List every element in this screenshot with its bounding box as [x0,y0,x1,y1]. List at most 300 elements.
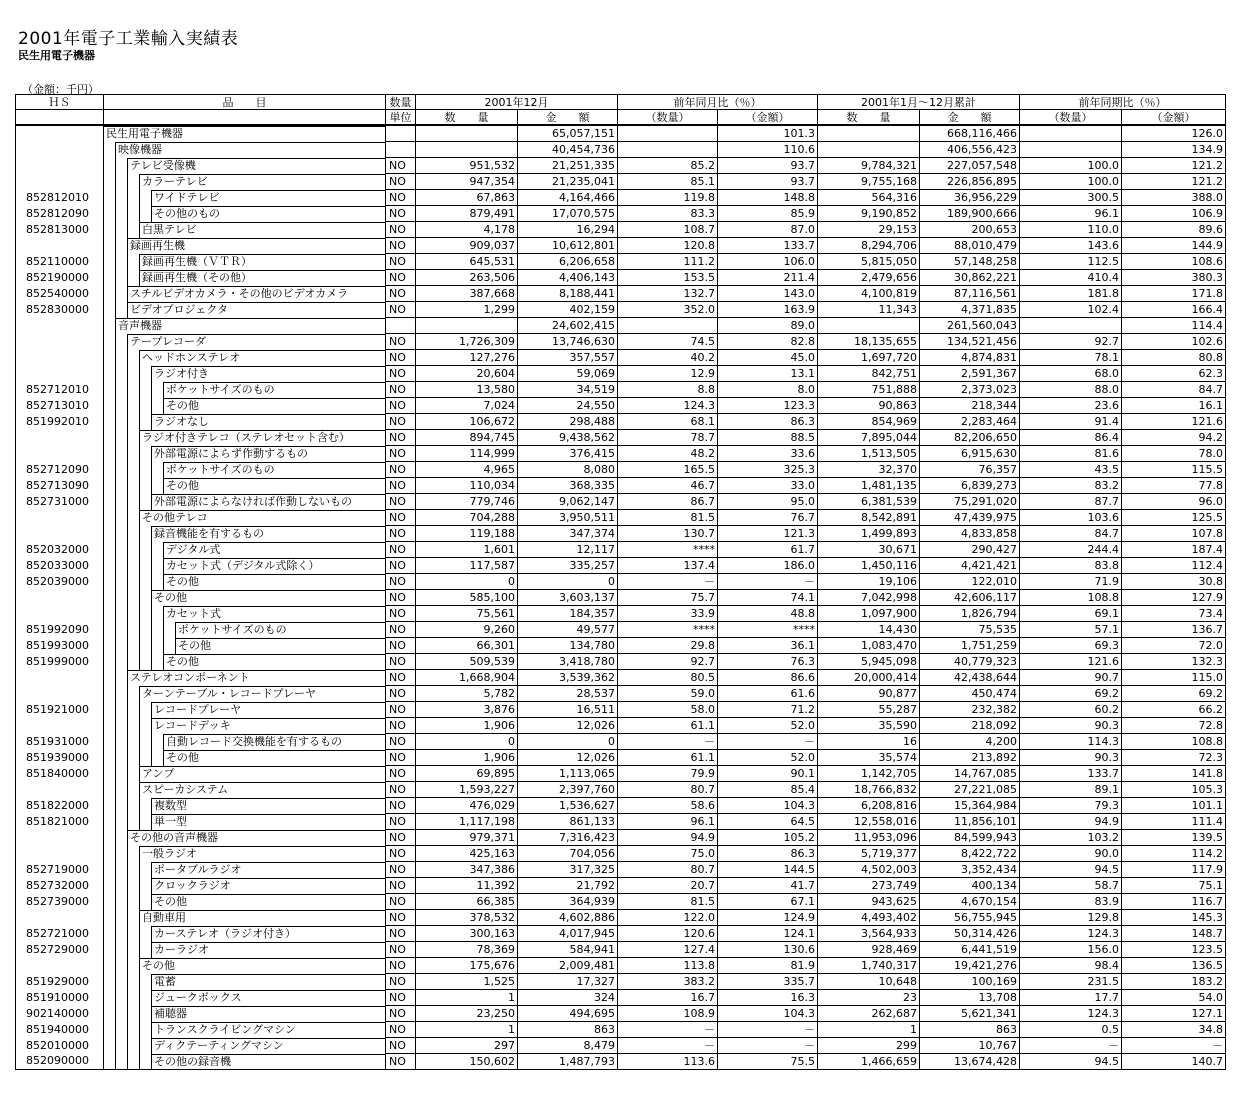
cumyoy-val-cell: 388.0 [1122,190,1226,206]
dec-qty-cell: 106,672 [416,414,518,430]
tree-guide-line [139,606,140,622]
yoy-qty-cell: 108.7 [618,222,718,238]
cumyoy-qty-cell: 81.6 [1020,446,1122,462]
table-row [16,766,1226,782]
cumyoy-qty-cell: 100.0 [1020,158,1122,174]
tree-guide-line [127,574,128,590]
header-unit: 単位 [386,110,416,126]
cum-val-cell: 36,956,229 [920,190,1020,206]
cumyoy-val-cell: 102.6 [1122,334,1226,350]
tree-guide-line [139,974,140,990]
cum-val-cell: 6,441,519 [920,942,1020,958]
cumyoy-qty-cell: 83.8 [1020,558,1122,574]
dec-qty-cell: 1,525 [416,974,518,990]
tree-guide-line [163,622,164,638]
table-row [16,830,1226,846]
item-name: ディクテーティングマシン [152,1038,385,1054]
tree-guide-line [127,174,128,190]
unit-cell: NO [386,718,416,734]
yoy-val-cell: 124.9 [718,910,818,926]
tree-guide-line [115,606,116,622]
yoy-qty-cell: 86.7 [618,494,718,510]
dec-val-cell: 24,550 [518,398,618,414]
hs-code-cell: 852830000 [16,302,104,318]
dec-val-cell: 21,251,335 [518,158,618,174]
yoy-qty-cell: 79.9 [618,766,718,782]
tree-guide-line [139,414,140,430]
item-name: ビデオプロジェクタ [128,302,385,318]
cumyoy-val-cell: 66.2 [1122,702,1226,718]
cum-val-cell: 19,421,276 [920,958,1020,974]
cumyoy-val-cell: 107.8 [1122,526,1226,542]
cumyoy-val-cell: 72.0 [1122,638,1226,654]
item-name-cell [104,158,386,174]
dec-qty-cell: 894,745 [416,430,518,446]
cum-qty-cell: 5,815,050 [818,254,920,270]
table-row [16,1054,1226,1070]
cum-qty-cell [818,125,920,142]
tree-guide-line [151,574,152,590]
unit-cell: NO [386,1022,416,1038]
yoy-val-cell: 16.3 [718,990,818,1006]
dec-qty-cell: 347,386 [416,862,518,878]
cumyoy-qty-cell: 92.7 [1020,334,1122,350]
tree-guide-line [139,990,140,1006]
unit-cell: NO [386,622,416,638]
cum-qty-cell: 5,719,377 [818,846,920,862]
cum-val-cell: 4,200 [920,734,1020,750]
header-hs: ＨＳ [16,95,104,110]
dec-val-cell: 134,780 [518,638,618,654]
item-name: 一般ラジオ [140,846,385,862]
table-row [16,862,1226,878]
table-row [16,125,1226,142]
yoy-qty-cell: 85.2 [618,158,718,174]
item-name: スピーカシステム [140,782,385,798]
dec-val-cell: 21,792 [518,878,618,894]
tree-guide-line [115,558,116,574]
tree-guide-line [151,750,152,766]
dec-qty-cell [416,142,518,158]
item-name-cell [104,414,386,430]
cum-val-cell: 189,900,666 [920,206,1020,222]
item-name-cell [104,862,386,878]
yoy-val-cell: **** [718,622,818,638]
dec-qty-cell: 704,288 [416,510,518,526]
tree-guide-line [139,942,140,958]
dec-qty-cell: 150,602 [416,1054,518,1070]
item-name-cell [104,894,386,910]
cum-val-cell: 4,421,421 [920,558,1020,574]
unit-note: （金額：千円） [22,83,99,96]
unit-cell: NO [386,558,416,574]
unit-cell: NO [386,382,416,398]
dec-val-cell: 10,612,801 [518,238,618,254]
yoy-qty-cell: 113.6 [618,1054,718,1070]
tree-guide-line [139,574,140,590]
item-name: その他 [152,590,385,606]
hs-code-cell [16,830,104,846]
dec-qty-cell: 645,531 [416,254,518,270]
header-dec-val: 金 額 [518,110,618,126]
unit-cell: NO [386,270,416,286]
item-name: その他 [140,958,385,974]
item-name: 補聴器 [152,1006,385,1022]
header-item: 品 目 [104,95,386,110]
tree-guide-line [139,1054,140,1070]
cum-val-cell: 11,856,101 [920,814,1020,830]
item-name-cell [104,878,386,894]
tree-guide-line [139,398,140,414]
cumyoy-qty-cell: 143.6 [1020,238,1122,254]
unit-cell: NO [386,158,416,174]
yoy-val-cell: 74.1 [718,590,818,606]
cum-val-cell: 863 [920,1022,1020,1038]
yoy-val-cell: 130.6 [718,942,818,958]
cumyoy-qty-cell: 69.3 [1020,638,1122,654]
cumyoy-qty-cell: 94.5 [1020,1054,1122,1070]
yoy-val-cell: － [718,574,818,590]
cumyoy-qty-cell: 114.3 [1020,734,1122,750]
item-name-cell [104,622,386,638]
yoy-val-cell: 95.0 [718,494,818,510]
cum-qty-cell: 10,648 [818,974,920,990]
header-yoy-val: （金額） [718,110,818,126]
hs-code-cell: 852032000 [16,542,104,558]
tree-guide-line [127,254,128,270]
tree-guide-line [127,734,128,750]
yoy-val-cell: 104.3 [718,1006,818,1022]
unit-cell [386,125,416,142]
hs-code-cell: 852812090 [16,206,104,222]
tree-guide-line [115,1022,116,1038]
yoy-val-cell: 105.2 [718,830,818,846]
hs-code-cell: 851939000 [16,750,104,766]
unit-cell: NO [386,894,416,910]
hs-code-cell [16,430,104,446]
dec-qty-cell: 78,369 [416,942,518,958]
yoy-val-cell: 67.1 [718,894,818,910]
item-name-cell [104,174,386,190]
yoy-val-cell: 48.8 [718,606,818,622]
tree-guide-line [127,446,128,462]
yoy-qty-cell: 120.6 [618,926,718,942]
item-name: 映像機器 [116,142,385,158]
dec-val-cell: 1,536,627 [518,798,618,814]
tree-guide-line [127,942,128,958]
cumyoy-qty-cell: 90.3 [1020,718,1122,734]
yoy-qty-cell: 122.0 [618,910,718,926]
yoy-val-cell: 41.7 [718,878,818,894]
cum-qty-cell: 1,499,893 [818,526,920,542]
unit-cell: NO [386,366,416,382]
hs-code-cell [16,846,104,862]
unit-cell: NO [386,574,416,590]
dec-qty-cell: 4,965 [416,462,518,478]
hs-code-cell [16,510,104,526]
cum-qty-cell: 564,316 [818,190,920,206]
yoy-val-cell: 106.0 [718,254,818,270]
tree-guide-line [139,478,140,494]
cumyoy-val-cell: 115.0 [1122,670,1226,686]
dec-val-cell: 8,080 [518,462,618,478]
item-name-cell [104,734,386,750]
tree-guide-line [151,462,152,478]
yoy-val-cell: 64.5 [718,814,818,830]
item-name-cell [104,766,386,782]
yoy-qty-cell: 111.2 [618,254,718,270]
yoy-val-cell: 87.0 [718,222,818,238]
tree-guide-line [139,462,140,478]
dec-qty-cell: 1,906 [416,750,518,766]
table-row [16,542,1226,558]
unit-cell: NO [386,286,416,302]
hs-code-cell: 852190000 [16,270,104,286]
tree-guide-line [127,382,128,398]
hs-code-cell: 852712090 [16,462,104,478]
header-dec-qty: 数 量 [416,110,518,126]
header-yoy-month: 前年同月比（％） [618,95,818,110]
yoy-val-cell: 123.3 [718,398,818,414]
tree-guide-line [127,766,128,782]
cumyoy-qty-cell: 124.3 [1020,926,1122,942]
unit-cell: NO [386,990,416,1006]
item-name-cell [104,1022,386,1038]
cumyoy-qty-cell: 89.1 [1020,782,1122,798]
dec-qty-cell: 1,601 [416,542,518,558]
item-name: その他 [164,574,385,590]
dec-val-cell: 12,026 [518,750,618,766]
cumyoy-val-cell: 132.3 [1122,654,1226,670]
cum-qty-cell: 854,969 [818,414,920,430]
item-name-cell [104,350,386,366]
tree-guide-line [139,366,140,382]
hs-code-cell: 852713090 [16,478,104,494]
unit-cell: NO [386,766,416,782]
yoy-val-cell: 52.0 [718,718,818,734]
yoy-val-cell: － [718,1038,818,1054]
tree-guide-line [139,814,140,830]
hs-code-cell [16,526,104,542]
table-row [16,702,1226,718]
dec-qty-cell: 1,668,904 [416,670,518,686]
tree-guide-line [139,702,140,718]
tree-guide-line [115,430,116,446]
yoy-qty-cell [618,318,718,334]
yoy-qty-cell: 383.2 [618,974,718,990]
yoy-val-cell: 163.9 [718,302,818,318]
cum-val-cell: 8,422,722 [920,846,1020,862]
item-name-cell [104,254,386,270]
dec-val-cell: 2,397,760 [518,782,618,798]
unit-cell: NO [386,206,416,222]
tree-guide-line [127,1022,128,1038]
dec-qty-cell: 378,532 [416,910,518,926]
cum-qty-cell: 18,766,832 [818,782,920,798]
tree-guide-line [127,606,128,622]
cum-qty-cell: 11,953,096 [818,830,920,846]
dec-qty-cell: 879,491 [416,206,518,222]
tree-guide-line [127,926,128,942]
cumyoy-qty-cell: 60.2 [1020,702,1122,718]
item-name: その他のもの [152,206,385,222]
dec-qty-cell: 1,117,198 [416,814,518,830]
cum-qty-cell: 23 [818,990,920,1006]
unit-cell: NO [386,1006,416,1022]
tree-guide-line [115,990,116,1006]
yoy-val-cell: 8.0 [718,382,818,398]
cumyoy-qty-cell [1020,125,1122,142]
item-name-cell [104,846,386,862]
item-name: ポケットサイズのもの [176,622,385,638]
dec-qty-cell: 23,250 [416,1006,518,1022]
tree-guide-line [115,782,116,798]
yoy-val-cell: 101.3 [718,125,818,142]
item-name: その他 [164,478,385,494]
tree-guide-line [127,814,128,830]
cumyoy-val-cell: 112.4 [1122,558,1226,574]
item-name: その他の録音機 [152,1054,385,1070]
dec-qty-cell: 1,726,309 [416,334,518,350]
yoy-qty-cell [618,125,718,142]
dec-val-cell: 3,950,511 [518,510,618,526]
yoy-val-cell: 93.7 [718,174,818,190]
tree-guide-line [115,334,116,350]
yoy-val-cell: 335.7 [718,974,818,990]
table-row [16,670,1226,686]
dec-qty-cell: 476,029 [416,798,518,814]
item-name: その他 [164,654,385,670]
table-row [16,814,1226,830]
yoy-val-cell: 61.6 [718,686,818,702]
yoy-qty-cell: 59.0 [618,686,718,702]
tree-guide-line [139,638,140,654]
item-name-cell [104,222,386,238]
item-name: 録画再生機 [128,238,385,254]
item-name: レコードデッキ [152,718,385,734]
tree-guide-line [127,542,128,558]
yoy-qty-cell: 16.7 [618,990,718,1006]
hs-code-cell [16,350,104,366]
tree-guide-line [115,1038,116,1054]
unit-cell: NO [386,542,416,558]
unit-cell: NO [386,222,416,238]
tree-guide-line [115,750,116,766]
dec-val-cell: 3,603,137 [518,590,618,606]
hs-code-cell: 852812010 [16,190,104,206]
cumyoy-val-cell: 69.2 [1122,686,1226,702]
cumyoy-val-cell: 144.9 [1122,238,1226,254]
yoy-qty-cell: 108.9 [618,1006,718,1022]
cumyoy-qty-cell: 69.1 [1020,606,1122,622]
header-yoy-period: 前年同期比（％） [1020,95,1226,110]
cum-qty-cell: 1,481,135 [818,478,920,494]
cum-qty-cell: 12,558,016 [818,814,920,830]
yoy-qty-cell: 80.7 [618,782,718,798]
unit-cell: NO [386,1038,416,1054]
header-hs-blank [16,110,104,126]
hs-code-cell: 852090000 [16,1054,104,1070]
table-row [16,654,1226,670]
item-name-cell [104,1038,386,1054]
yoy-qty-cell: － [618,1022,718,1038]
item-name-cell [104,782,386,798]
tree-guide-line [115,206,116,222]
item-name-cell [104,494,386,510]
cumyoy-qty-cell: 112.5 [1020,254,1122,270]
tree-guide-line [127,750,128,766]
dec-qty-cell: 114,999 [416,446,518,462]
yoy-qty-cell: 61.1 [618,718,718,734]
hs-code-cell: 852732000 [16,878,104,894]
table-row [16,414,1226,430]
hs-code-cell [16,590,104,606]
tree-guide-line [127,430,128,446]
cumyoy-qty-cell: 108.8 [1020,590,1122,606]
cumyoy-qty-cell: 129.8 [1020,910,1122,926]
tree-guide-line [151,734,152,750]
dec-qty-cell: 9,260 [416,622,518,638]
tree-guide-line [115,414,116,430]
cumyoy-val-cell: 16.1 [1122,398,1226,414]
dec-qty-cell: 119,188 [416,526,518,542]
dec-val-cell: 298,488 [518,414,618,430]
cum-val-cell: 6,839,273 [920,478,1020,494]
dec-val-cell: 494,695 [518,1006,618,1022]
tree-guide-line [139,862,140,878]
cumyoy-val-cell: 121.2 [1122,174,1226,190]
cum-qty-cell: 8,294,706 [818,238,920,254]
cumyoy-val-cell: 145.3 [1122,910,1226,926]
cum-qty-cell: 90,863 [818,398,920,414]
hs-code-cell: 851910000 [16,990,104,1006]
dec-qty-cell: 0 [416,734,518,750]
header-item-blank [104,110,386,126]
hs-code-cell [16,606,104,622]
cum-val-cell: 1,826,794 [920,606,1020,622]
item-name-cell [104,654,386,670]
hs-code-cell: 851840000 [16,766,104,782]
item-name-cell [104,814,386,830]
yoy-qty-cell: 120.8 [618,238,718,254]
table-row [16,494,1226,510]
dec-qty-cell: 1,593,227 [416,782,518,798]
unit-cell: NO [386,702,416,718]
yoy-val-cell: 88.5 [718,430,818,446]
yoy-val-cell: 61.7 [718,542,818,558]
dec-val-cell: 4,017,945 [518,926,618,942]
hs-code-cell: 851940000 [16,1022,104,1038]
tree-guide-line [139,494,140,510]
tree-guide-line [139,1022,140,1038]
hs-code-cell: 851992010 [16,414,104,430]
item-name: ジュークボックス [152,990,385,1006]
tree-guide-line [115,590,116,606]
tree-guide-line [127,622,128,638]
cum-qty-cell: 7,895,044 [818,430,920,446]
cum-qty-cell: 928,469 [818,942,920,958]
yoy-val-cell: 76.7 [718,510,818,526]
tree-guide-line [127,270,128,286]
cum-qty-cell: 1,513,505 [818,446,920,462]
item-name-cell [104,318,386,334]
tree-guide-line [151,398,152,414]
tree-guide-line [139,590,140,606]
cumyoy-val-cell: 121.6 [1122,414,1226,430]
yoy-qty-cell: 46.7 [618,478,718,494]
hs-code-cell [16,366,104,382]
unit-cell: NO [386,174,416,190]
